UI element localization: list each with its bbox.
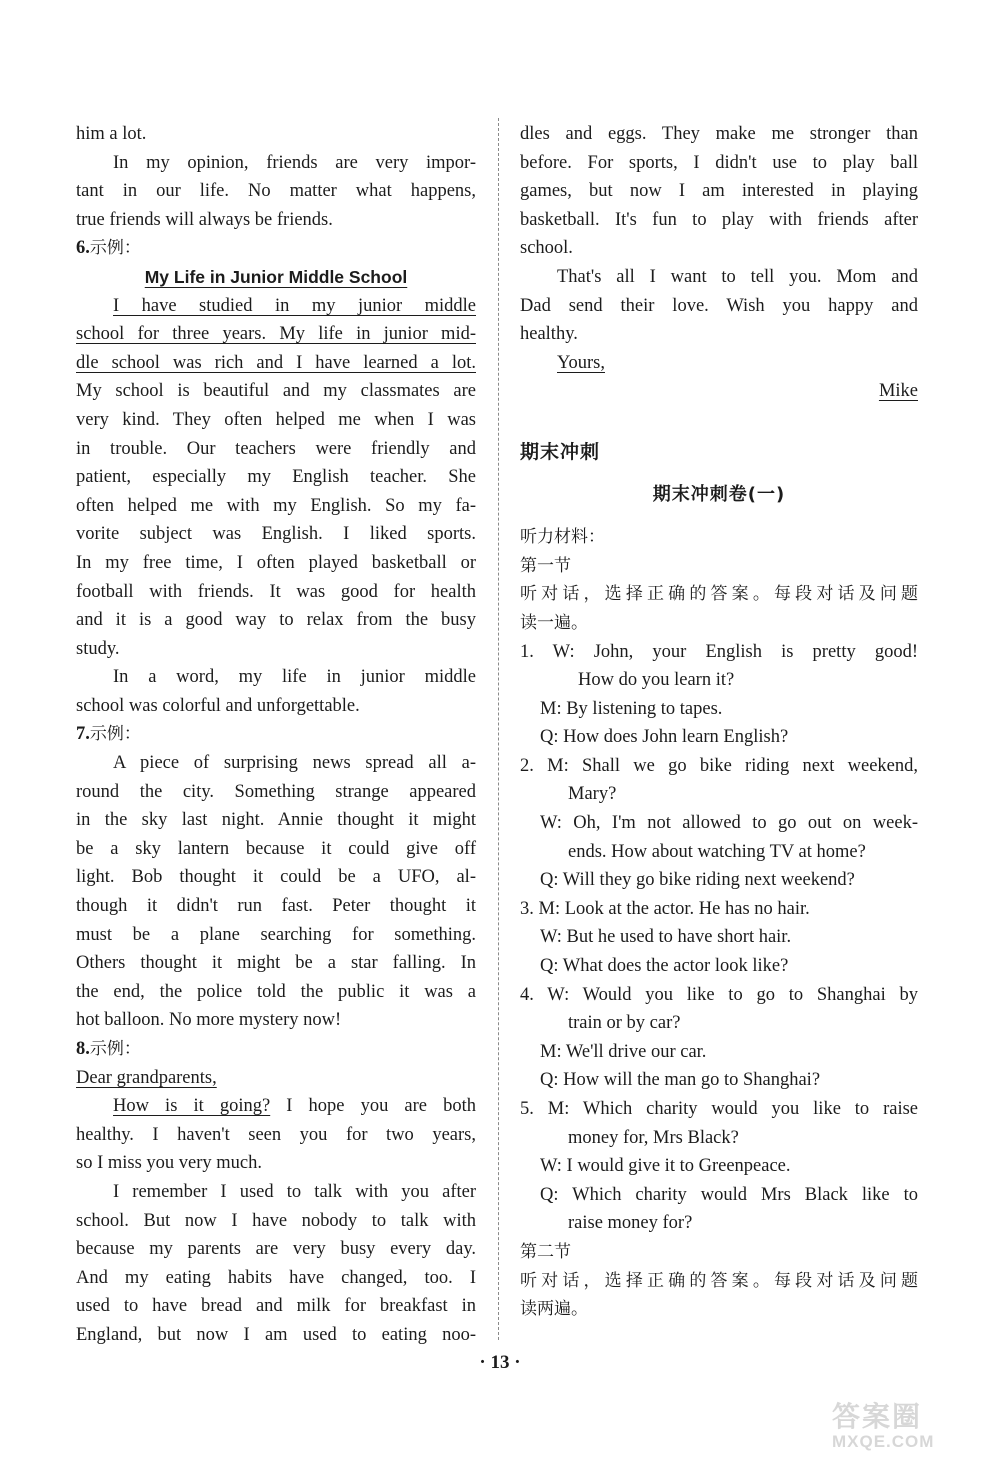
text-line: and it is a good way to relax from the busy xyxy=(76,610,476,631)
section-heading: 期末冲刺 xyxy=(520,440,601,463)
text-line: must be a plane searching for something. xyxy=(76,924,476,945)
text-line: hot balloon. No more mystery now! xyxy=(76,1010,342,1031)
item-number: 8. xyxy=(76,1039,90,1059)
item-7-header xyxy=(76,720,476,749)
text-line: in trouble. Our teachers were friendly and xyxy=(76,438,476,459)
paragraph-life xyxy=(76,292,476,664)
text-line: school. But now I have nobody to talk with xyxy=(76,1210,476,1231)
dialogue-line: Q: Which charity would Mrs Black like to xyxy=(540,1184,918,1205)
dialogue-line: 4. W: Would you like to go to Shanghai by xyxy=(520,984,918,1005)
text-line: basketball. It's fun to play with friends after xyxy=(520,209,918,230)
paper-title: 期末冲刺卷(一) xyxy=(652,483,786,505)
text-line: healthy. I haven't seen you for two years, xyxy=(76,1124,476,1145)
text-line: Others thought it might be a star falling. In xyxy=(76,953,476,974)
underlined-text: I have studied in my junior middle xyxy=(113,295,476,316)
text-line: patient, especially my English teacher. She xyxy=(76,467,476,488)
example-label: 示例： xyxy=(89,238,141,259)
text-line: A piece of surprising news spread all a- xyxy=(113,753,476,774)
paragraph-noodles xyxy=(520,120,918,263)
dialogue-line: train or by car? xyxy=(568,1013,681,1034)
dialogue-4 xyxy=(520,981,918,1095)
dialogue-line: money for, Mrs Black? xyxy=(568,1127,739,1148)
underlined-text: dle school was rich and I have learned a lot. xyxy=(76,352,476,373)
item-8-header xyxy=(76,1035,476,1064)
text-line: round the city. Something strange appeared xyxy=(76,781,476,802)
dialogue-line: Mary? xyxy=(568,784,617,805)
dialogue-2 xyxy=(520,752,918,895)
text-line: often helped me with my English. So my fa- xyxy=(76,495,476,516)
item-number: 6. xyxy=(76,238,90,259)
dialogue-line: Q: Will they go bike riding next weekend? xyxy=(540,870,855,891)
salutation: Dear grandparents, xyxy=(76,1067,217,1088)
text-line: be a sky lantern because it could give off xyxy=(76,838,476,859)
paragraph-opinion xyxy=(76,149,476,235)
dialogue-line: W: I would give it to Greenpeace. xyxy=(540,1156,791,1177)
example-label: 示例： xyxy=(89,724,141,745)
text-line: him a lot. xyxy=(76,124,147,144)
essay-title: My Life in Junior Middle School xyxy=(144,266,408,287)
column-divider xyxy=(498,118,499,1340)
text-line: study. xyxy=(76,638,120,659)
underlined-text: school for three years. My life in junior mid- xyxy=(76,324,476,345)
text-line: so I miss you very much. xyxy=(76,1153,263,1174)
text-line: In a word, my life in junior middle xyxy=(113,667,476,688)
item-6-header xyxy=(76,234,476,263)
underlined-text: How is it going? xyxy=(113,1096,271,1117)
text-line: vorite subject was English. I liked sports. xyxy=(76,524,476,545)
right-column xyxy=(520,120,918,1324)
dialogue-line: How do you learn it? xyxy=(578,670,735,691)
dialogue-5 xyxy=(520,1095,918,1238)
dialogue-line: 3. M: Look at the actor. He has no hair. xyxy=(520,898,810,919)
signature: Mike xyxy=(878,381,918,402)
dialogue-line: Q: How will the man go to Shanghai? xyxy=(540,1070,821,1091)
dialogue-line: W: But he used to have short hair. xyxy=(540,927,792,948)
dialogue-3 xyxy=(520,895,918,981)
part-2-instruction: 听对话，选择正确的答案。每段对话及问题 xyxy=(520,1270,918,1291)
part-1-instruction: 听对话，选择正确的答案。每段对话及问题 xyxy=(520,584,918,605)
text-line: used to have bread and milk for breakfast in xyxy=(76,1296,476,1317)
text-line: In my opinion, friends are very impor- xyxy=(113,152,476,173)
text-line: before. For sports, I didn't use to play ball xyxy=(520,152,918,173)
dialogue-line: ends. How about watching TV at home? xyxy=(568,841,866,862)
text-line: I remember I used to talk with you after xyxy=(113,1181,476,1202)
item-number: 7. xyxy=(76,724,90,745)
paragraph-remember xyxy=(76,1178,476,1350)
page-number: · 13 · xyxy=(479,1352,521,1373)
listening-label: 听力材料： xyxy=(520,527,605,548)
part-2-instruction: 读两遍。 xyxy=(520,1299,588,1320)
text-line: true friends will always be friends. xyxy=(76,209,333,230)
dialogue-line: Q: How does John learn English? xyxy=(540,727,789,748)
dialogue-line: M: We'll drive our car. xyxy=(540,1041,707,1062)
dialogue-line: Q: What does the actor look like? xyxy=(540,956,789,977)
text-line: tant in our life. No matter what happens, xyxy=(76,181,476,202)
part-1-instruction: 读一遍。 xyxy=(520,612,588,633)
text-line: light. Bob thought it could be a UFO, al- xyxy=(76,867,476,888)
left-column xyxy=(76,120,476,1350)
text-line: because my parents are very busy every day. xyxy=(76,1239,476,1260)
dialogue-line: W: Oh, I'm not allowed to go out on week- xyxy=(540,813,918,834)
text-line: And my eating habits have changed, too. I xyxy=(76,1267,476,1288)
text-line: football with friends. It was good for health xyxy=(76,581,476,602)
dialogue-line: raise money for? xyxy=(568,1213,693,1234)
part-1-label: 第一节 xyxy=(520,555,571,576)
text-line: the end, the police told the public it was a xyxy=(76,981,476,1002)
text-line: dles and eggs. They make me stronger than xyxy=(520,124,918,144)
watermark-logo: 答案圈 MXQE.COM xyxy=(832,1401,935,1451)
paragraph-greeting: How is it going? I hope you are both healthy. I haven't seen you for two years, so I miss you very much. xyxy=(76,1092,476,1178)
text-line: That's all I want to tell you. Mom and xyxy=(557,266,918,287)
dialogue-1 xyxy=(520,638,918,752)
text-line: school was colorful and unforgettable. xyxy=(76,695,360,716)
example-label: 示例： xyxy=(89,1039,141,1059)
text-line: though it didn't run fast. Peter thought it xyxy=(76,896,476,917)
paragraph-news xyxy=(76,749,476,1035)
text-line: games, but now I am interested in playing xyxy=(520,181,918,202)
paragraph-in-a-word xyxy=(76,663,476,720)
dialogue-line: 5. M: Which charity would you like to raise xyxy=(520,1099,918,1119)
paragraph-thats-all xyxy=(520,263,918,349)
text-line: in the sky last night. Annie thought it might xyxy=(76,810,476,831)
text-line: school. xyxy=(520,238,573,259)
text-line: very kind. They often helped me when I was xyxy=(76,409,476,430)
text-line: In my free time, I often played basketball or xyxy=(76,552,476,573)
dialogue-line: M: By listening to tapes. xyxy=(540,698,723,719)
dialogue-line: 2. M: Shall we go bike riding next weekend, xyxy=(520,755,918,776)
closing: Yours, xyxy=(557,352,605,373)
part-2-label: 第二节 xyxy=(520,1241,571,1262)
text-line: My school is beautiful and my classmates are xyxy=(76,381,476,402)
text-line: England, but now I am used to eating noo- xyxy=(76,1324,476,1345)
text-line: healthy. xyxy=(520,324,578,345)
text-line: Dad send their love. Wish you happy and xyxy=(520,295,918,316)
dialogue-line: 1. W: John, your English is pretty good! xyxy=(520,641,918,662)
